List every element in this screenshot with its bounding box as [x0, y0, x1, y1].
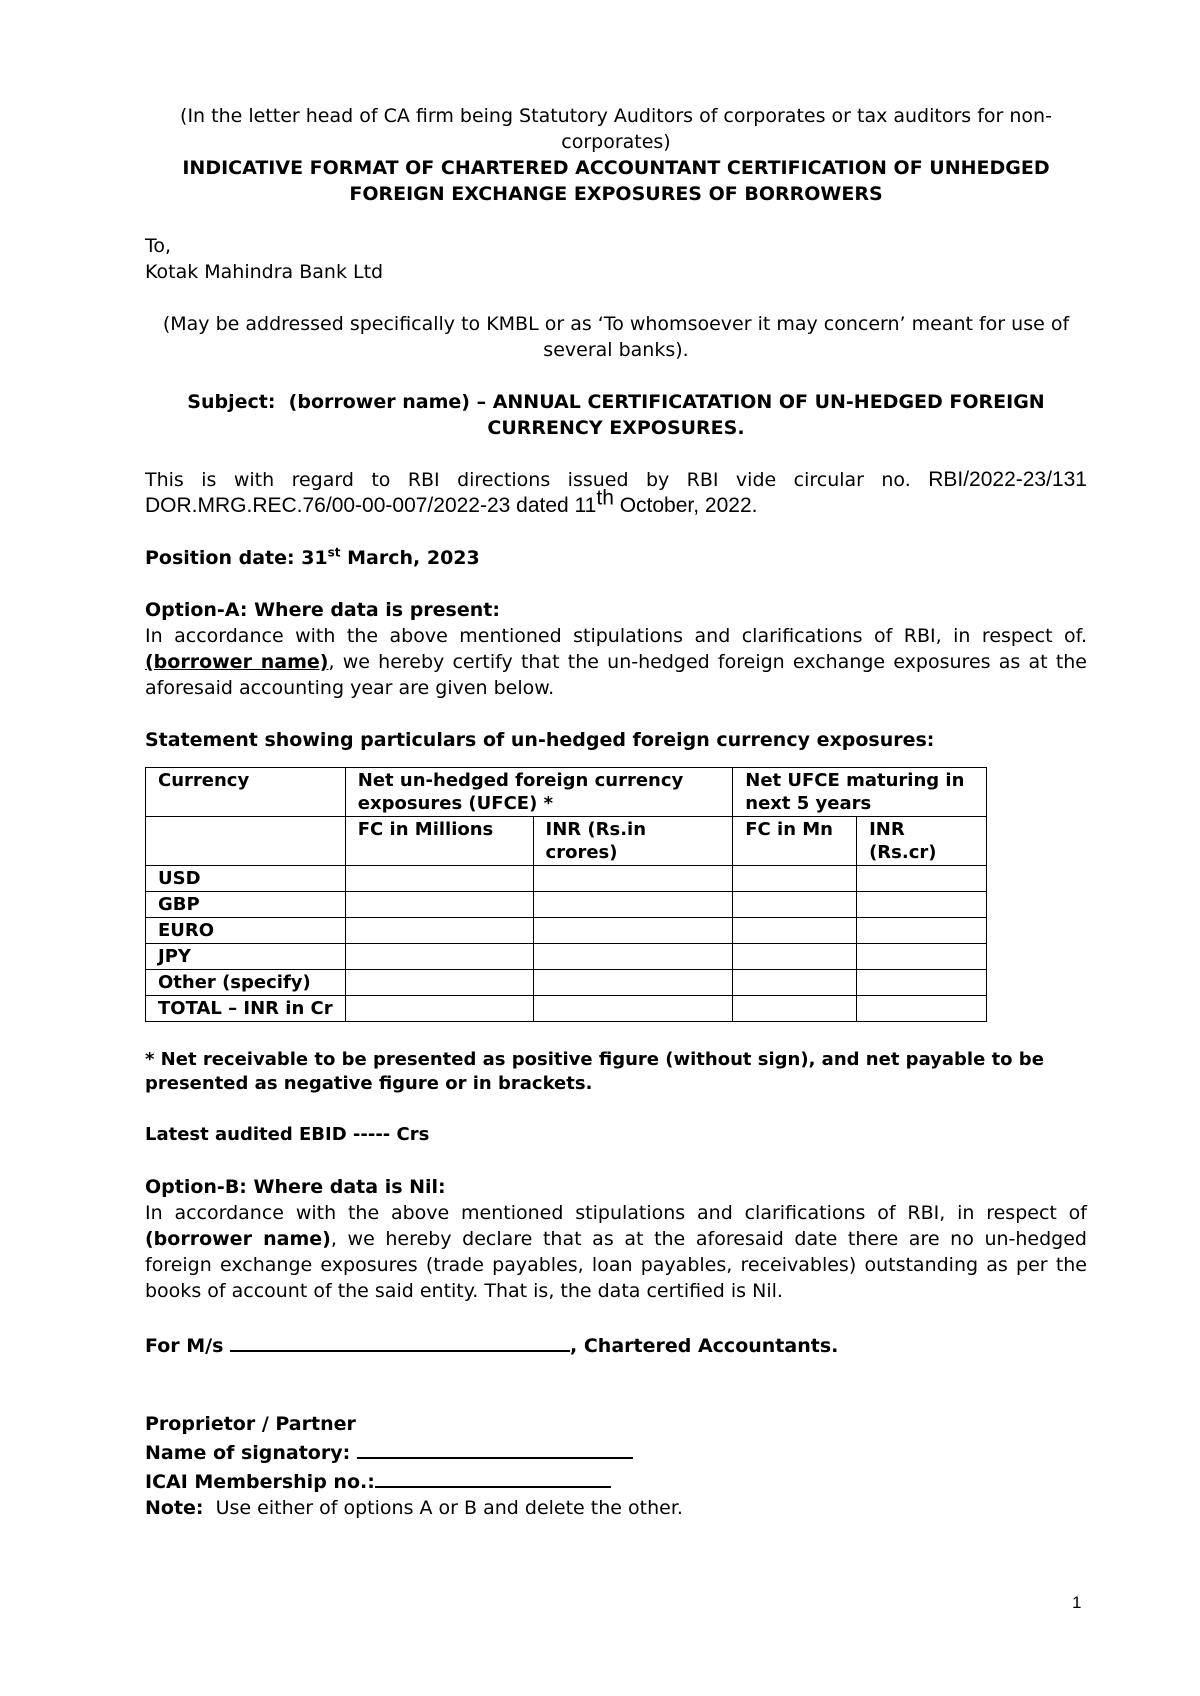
table-cell[interactable]: [733, 866, 857, 892]
subject-borrower: (borrower name): [288, 391, 470, 413]
subheader-empty: [146, 817, 346, 866]
row-label-other: Other (specify): [146, 970, 346, 996]
table-cell[interactable]: [345, 970, 533, 996]
table-cell[interactable]: [733, 944, 857, 970]
circular-date-suffix: th: [596, 486, 614, 510]
option-a-text-1: In accordance with the above mentioned stipulations and clarifications of RBI, in respect of.: [145, 625, 1087, 647]
title-line-1: INDICATIVE FORMAT OF CHARTERED ACCOUNTANT CERTIFICATION OF UNHEDGED: [182, 157, 1050, 179]
table-row: [146, 892, 987, 918]
table-cell[interactable]: [857, 866, 987, 892]
footnote: * Net receivable to be presented as positive figure (without sign), and net payable to be presented as negative figure or in brackets.: [145, 1049, 1044, 1094]
table-cell[interactable]: [857, 892, 987, 918]
addressee-to: To,: [145, 235, 172, 257]
option-b-heading: Option-B: Where data is Nil:: [145, 1176, 446, 1198]
note-line: [145, 1495, 1087, 1521]
row-label-jpy: JPY: [146, 944, 346, 970]
addressee-note: (May be addressed specifically to KMBL or as ‘To whomsoever it may concern’ meant for use of several banks).: [162, 313, 1070, 361]
table-row: [146, 996, 987, 1022]
subheader-inr-crores: INR (Rs.in crores): [533, 817, 733, 866]
for-ms-label: For M/s: [145, 1335, 224, 1357]
table-cell[interactable]: [857, 970, 987, 996]
subject-label: Subject:: [187, 391, 276, 413]
table-cell[interactable]: [733, 918, 857, 944]
signatory-name-blank[interactable]: [357, 1437, 633, 1459]
table-cell[interactable]: [857, 944, 987, 970]
table-header-row: [146, 768, 987, 817]
note-text: Use either of options A or B and delete the other.: [203, 1497, 683, 1519]
ebid-line: Latest audited EBID ----- Crs: [145, 1124, 430, 1145]
row-label-euro: EURO: [146, 918, 346, 944]
note-label: Note:: [145, 1497, 204, 1519]
subheader-inr-cr: INR (Rs.cr): [857, 817, 987, 866]
table-cell[interactable]: [345, 892, 533, 918]
regard-paragraph: [145, 467, 1087, 519]
table-row: [146, 918, 987, 944]
table-subheader-row: [146, 817, 987, 866]
table-cell[interactable]: [533, 944, 733, 970]
icai-label: ICAI Membership no.:: [145, 1471, 375, 1493]
table-row: [146, 970, 987, 996]
regard-intro: This is with regard to RBI directions issued by RBI vide circular no.: [145, 469, 911, 491]
table-cell[interactable]: [733, 892, 857, 918]
row-label-total: TOTAL – INR in Cr: [146, 996, 346, 1022]
table-cell[interactable]: [733, 996, 857, 1022]
table-cell[interactable]: [733, 970, 857, 996]
header-net-ufce: Net un-hedged foreign currency exposures (UFCE) *: [345, 768, 732, 817]
option-b-borrower: (borrower name): [145, 1228, 331, 1250]
for-ms-line: [145, 1330, 1087, 1359]
position-date-label: Position date: 31: [145, 547, 328, 569]
position-date-rest: March, 2023: [340, 547, 480, 569]
table-cell[interactable]: [857, 996, 987, 1022]
option-b-paragraph: [145, 1200, 1087, 1304]
option-b-text-2: , we hereby declare that as at the aforesaid date there are no un-hedged foreign exchange exposures (trade payables, loan payables, receivables) outstanding as per the books of account of the said entity. That is, the data certified is Nil.: [145, 1228, 1087, 1302]
row-label-usd: USD: [146, 866, 346, 892]
table-cell[interactable]: [533, 918, 733, 944]
table-cell[interactable]: [533, 996, 733, 1022]
position-date-suffix: st: [327, 545, 341, 560]
title-line-2: FOREIGN EXCHANGE EXPOSURES OF BORROWERS: [349, 183, 883, 205]
table-cell[interactable]: [345, 866, 533, 892]
subheader-fc-millions: FC in Millions: [345, 817, 533, 866]
addressee-bank: Kotak Mahindra Bank Ltd: [145, 261, 384, 283]
letterhead-note: (In the letter head of CA firm being Statutory Auditors of corporates or tax auditors for non-corporates): [180, 105, 1052, 153]
proprietor-partner: Proprietor / Partner: [145, 1413, 356, 1435]
document-body: [145, 103, 1087, 1521]
table-row: [146, 866, 987, 892]
table-row: [146, 944, 987, 970]
table-cell[interactable]: [533, 970, 733, 996]
table-cell[interactable]: [345, 918, 533, 944]
statement-heading: Statement showing particulars of un-hedged foreign currency exposures:: [145, 729, 935, 751]
subject-line: [145, 389, 1087, 441]
table-cell[interactable]: [533, 892, 733, 918]
exposure-table: [145, 767, 987, 1022]
signatory-line: [145, 1437, 1087, 1466]
option-b-text-1: In accordance with the above mentioned stipulations and clarifications of RBI, in respect of: [145, 1202, 1087, 1224]
subject-text: – ANNUAL CERTIFICATATION OF UN-HEDGED FOREIGN CURRENCY EXPOSURES.: [476, 391, 1045, 439]
icai-number-blank[interactable]: [375, 1466, 611, 1488]
option-a-heading: Option-A: Where data is present:: [145, 599, 500, 621]
table-cell[interactable]: [345, 944, 533, 970]
header-maturing: Net UFCE maturing in next 5 years: [733, 768, 987, 817]
subheader-fc-mn: FC in Mn: [733, 817, 857, 866]
signatory-label: Name of signatory:: [145, 1442, 351, 1464]
option-a-text-2: , we hereby certify that the un-hedged foreign exchange exposures as at the aforesaid accounting year are given below.: [145, 651, 1087, 699]
option-a-paragraph: [145, 623, 1087, 701]
firm-name-blank[interactable]: [230, 1330, 570, 1352]
header-currency: Currency: [146, 768, 346, 817]
table-cell[interactable]: [857, 918, 987, 944]
position-date: [145, 545, 1087, 571]
page-number: 1: [1072, 1593, 1082, 1612]
circular-reference: RBI/2022-23/131 DOR.MRG.REC.76/00-00-007/2022-23 dated 11: [145, 468, 1087, 517]
row-label-gbp: GBP: [146, 892, 346, 918]
table-cell[interactable]: [345, 996, 533, 1022]
ca-label: , Chartered Accountants.: [570, 1335, 839, 1357]
table-cell[interactable]: [533, 866, 733, 892]
option-a-borrower: (borrower name): [145, 651, 329, 673]
circular-date-rest: October, 2022.: [613, 494, 758, 517]
icai-line: [145, 1466, 1087, 1495]
